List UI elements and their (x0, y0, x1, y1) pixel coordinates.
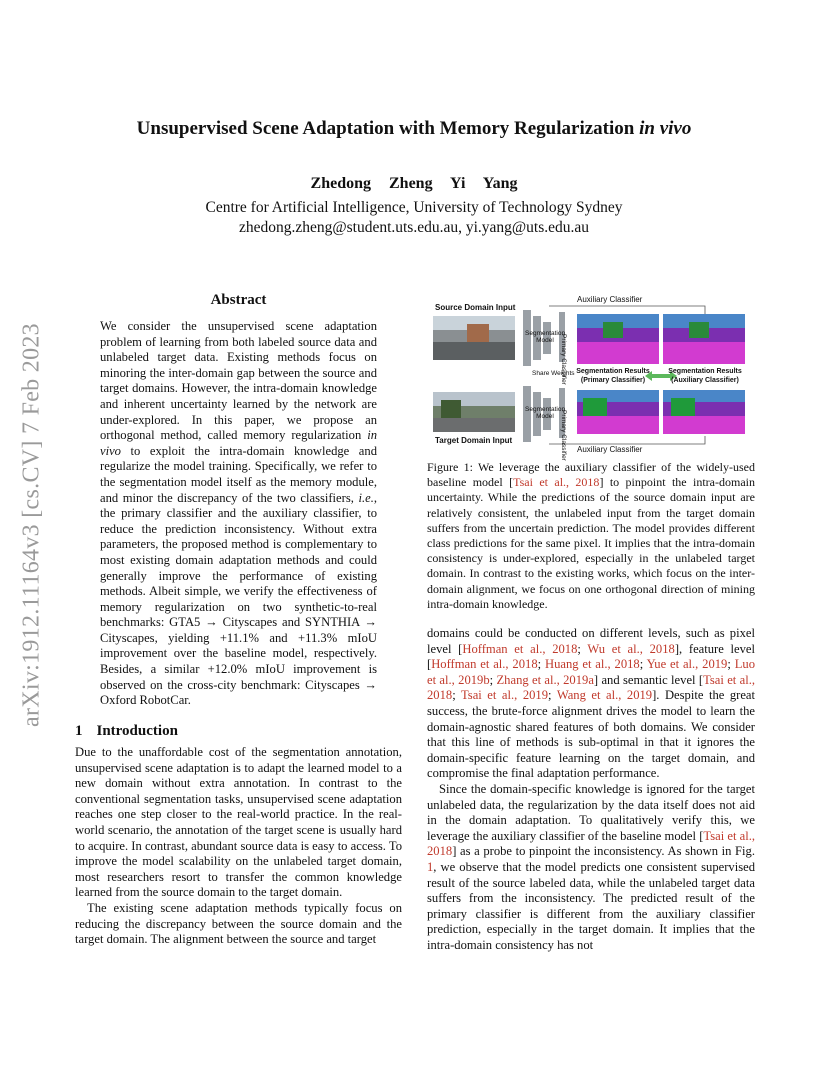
citation-link[interactable]: Wang et al., 2019 (556, 688, 653, 703)
citation-link[interactable]: Tsai et al., 2018 (427, 828, 755, 859)
abstract-heading: Abstract (210, 292, 267, 308)
authors: Zhedong Zheng Yi Yang (310, 175, 518, 192)
figure-reference-link[interactable]: 1 (427, 859, 434, 874)
results-aux-label: Segmentation Results (Auxiliary Classifier) (668, 368, 742, 384)
citation-link[interactable]: Huang et al., 2018 (544, 657, 640, 672)
right-paragraph-1: domains could be conducted on different levels, such as pixel level [Hoffman et al., 2018; Wu et al., 2018], feature level [Hoffman et al., 2018; Huang et al., 2018; Yue et al., 2019; Luo et al., 2019b; Zhang et al., 2019a] and semantic level [Tsai et al., 2018; Tsai et al., 2019; Wang et al., 2019]. Despite the great success, the brute-force alignment drives the model to learn the domain-agnostic shared features of both domains. We consider that this line of methods is sub-optimal in that it ignores the domain-specific feature learning on the target domain, and compromise the final adaptation performance. (427, 626, 756, 781)
aux-classifier-label-top: Auxiliary Classifier (577, 295, 643, 304)
citation-link[interactable]: Zhang et al., 2019a (496, 672, 594, 687)
citation-link[interactable]: Tsai et al., 2018 (513, 475, 600, 490)
share-weights-label: Share Weights (532, 370, 575, 377)
introduction-body (75, 745, 402, 948)
primary-classifier-label-1: Primary Classifier (560, 334, 567, 385)
affiliation-line: Centre for Artificial Intelligence, University of Technology Sydney (205, 199, 623, 216)
citation-link[interactable]: Yue et al., 2019 (646, 657, 728, 672)
figure-1 (427, 294, 755, 461)
paper-title: Unsupervised Scene Adaptation with Memory Regularization in vivo (136, 118, 692, 139)
segmentation-model-label-2: Segmentation Model (525, 406, 566, 420)
figure-1-caption: Figure 1: We leverage the auxiliary classifier of the widely-used baseline model [Tsai et al., 2018] to pinpoint the intra-domain uncertainty. While the predictions of the source domain input are relatively consistent, the unlabeled input from the target domain suffers from the uncertain prediction. The model provides different class predictions for the same pixel. It implies that the intra-domain consistency is under-explored, especially in the unlabeled target domain. In contrast to the existing works, which focus on the inter-domain alignment, we focus on one orthogonal direction of mining intra-domain knowledge. (427, 460, 755, 611)
section-heading-introduction: 1 Introduction (75, 723, 178, 739)
abstract-body: We consider the unsupervised scene adaptation problem of learning from both labeled source data and unlabeled target data. Existing methods focus on minoring the inter-domain gap between the source and target domains. However, the intra-domain knowledge and inherent uncertainty learned by the network are under-explored. In this paper, we propose an orthogonal method, called memory regularization in vivo to exploit the intra-domain knowledge and regularize the model training. Specifically, we refer to the segmentation model itself as the memory module, and minor the discrepancy of the two classifiers, i.e., the primary classifier and the auxiliary classifier, to reduce the prediction inconsistency. Without extra parameters, the proposed method is complementary to most existing domain adaptation methods and could generally improve the performance of existing methods. Albeit simple, we verify the effectiveness of memory regularization on two synthetic-to-real benchmarks: GTA5 → Cityscapes and SYNTHIA → Cityscapes, yielding +11.1% and +11.3% mIoU improvement over the baseline model, respectively. Besides, a similar +12.0% mIoU improvement is observed on the cross-city benchmark: Cityscapes → Oxford RobotCar. (100, 319, 377, 708)
arxiv-sidebar: arXiv:1912.11164v3 [cs.CV] 7 Feb 2023 (18, 323, 45, 727)
intro-paragraph-1: Due to the unaffordable cost of the segmentation annotation, unsupervised scene adaptation is to adapt the learned model to a new domain without extra annotation. In contrast to the conventional segmentation tasks, unsupervised scene adaptation reaches one step closer to the real-world practice. In the real-world scenario, the annotation of the target scene is usually hard to acquire. In contrast, abundant source data is easy to access. To improve the model scalability on the unlabeled target domain, most researchers resort to transfer the common knowledge learned from the source domain to the target domain. (75, 745, 402, 900)
citation-link[interactable]: Tsai et al., 2019 (460, 688, 549, 703)
right-column-body (427, 626, 755, 953)
citation-link[interactable]: Hoffman et al., 2018 (462, 641, 578, 656)
source-input-label: Source Domain Input (435, 303, 516, 312)
citation-link[interactable]: Hoffman et al., 2018 (431, 657, 538, 672)
citation-link[interactable]: Luo et al., 2019b (427, 657, 755, 687)
aux-classifier-label-bottom: Auxiliary Classifier (577, 445, 643, 454)
results-primary-label: Segmentation Results (Primary Classifier) (576, 368, 650, 384)
target-input-label: Target Domain Input (435, 436, 513, 445)
segmentation-model-label-1: Segmentation Model (525, 330, 566, 344)
right-paragraph-2: Since the domain-specific knowledge is ignored for the target unlabeled data, the regularization by the data itself does not aid in the domain adaptation. To qualitatively verify this, we leverage the auxiliary classifier of the baseline model [Tsai et al., 2018] as a probe to pinpoint the inconsistency. As shown in Fig. 1, we observe that the model predicts one consistent supervised result of the source labeled data, while the unlabeled target data suffers from the inconsistency. The predicted result of the primary classifier is different from the auxiliary classifier prediction, especially in the target domain. It implies that the intra-domain consistency has not (427, 781, 755, 952)
citation-link[interactable]: Wu et al., 2018 (587, 641, 675, 656)
primary-classifier-label-2: Primary Classifier (560, 410, 567, 461)
affiliation (0, 198, 828, 238)
citation-link[interactable]: Tsai et al., 2018 (427, 672, 756, 703)
intro-paragraph-2: The existing scene adaptation methods typically focus on reducing the discrepancy between the source domain and the target domain. The alignment between the source and target (75, 900, 402, 947)
emails: zhedong.zheng@student.uts.edu.au, yi.yang@uts.edu.au (238, 219, 590, 236)
